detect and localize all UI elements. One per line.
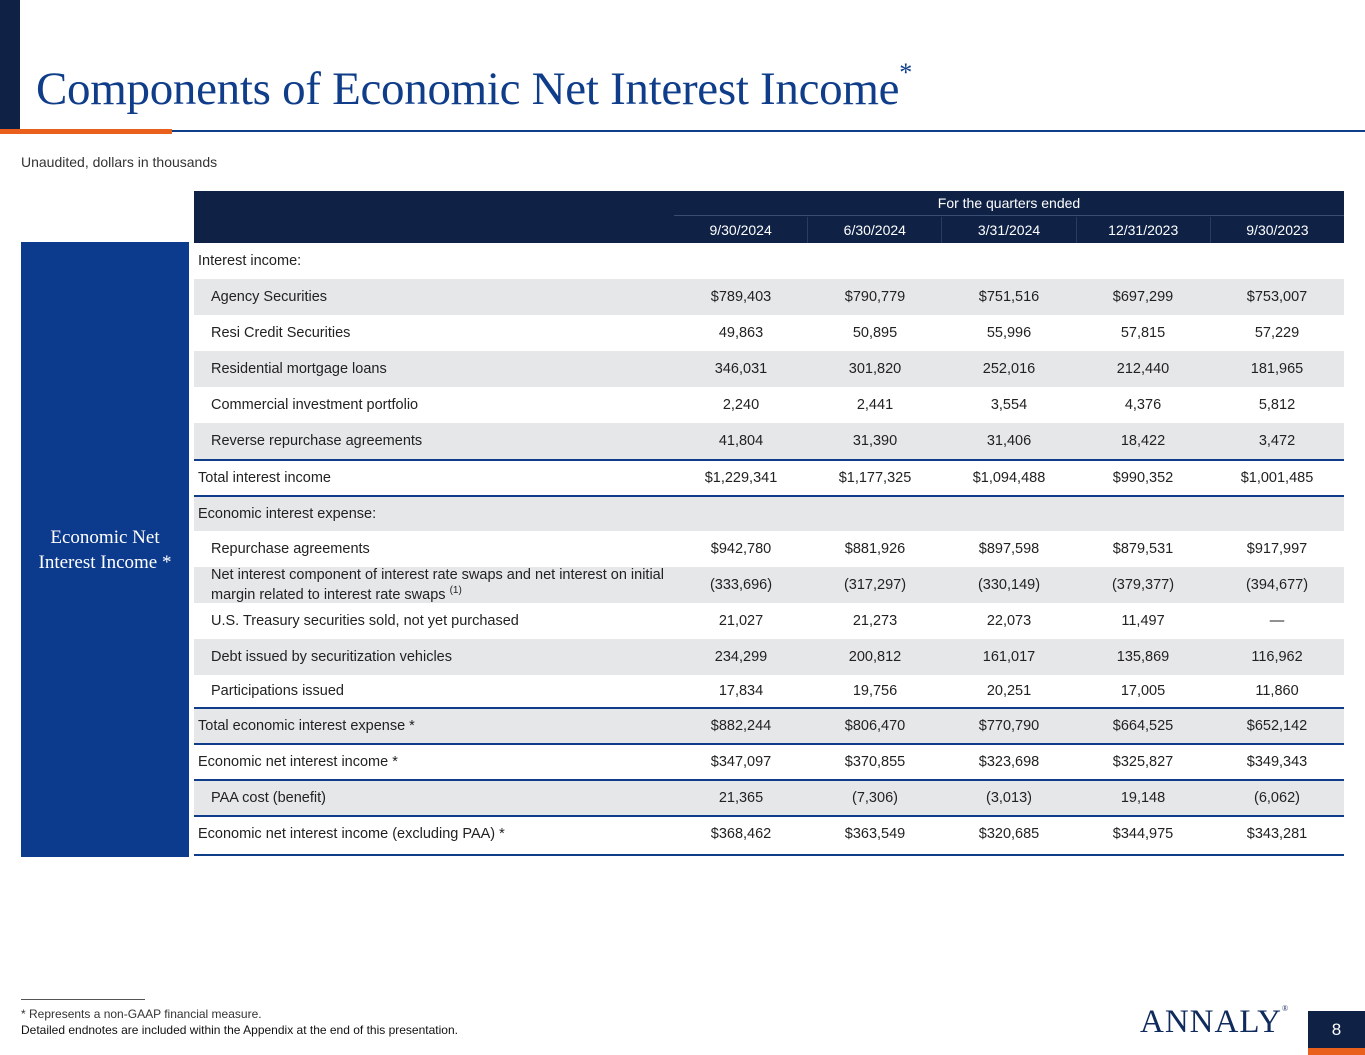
row-label: Participations issued (211, 682, 344, 699)
cell: (333,696) (709, 577, 773, 593)
cell: 2,240 (722, 397, 760, 413)
page-number: 8 (1331, 1020, 1342, 1039)
row-label: Residential mortgage loans (211, 360, 387, 377)
cell: 57,815 (1120, 325, 1166, 341)
row-label: Total interest income (198, 469, 331, 486)
corner-accent-bar (0, 0, 20, 131)
cell: $697,299 (1112, 289, 1174, 305)
table-row-interest-income-header (194, 243, 1344, 279)
cell: $881,926 (844, 541, 906, 557)
table-row (194, 423, 1344, 459)
cell: $325,827 (1112, 754, 1174, 770)
company-logo: ANNALY® (1140, 1004, 1290, 1040)
footnote-divider (21, 999, 145, 1000)
cell: 22,073 (986, 613, 1032, 629)
cell: 31,406 (986, 433, 1032, 449)
cell: $942,780 (710, 541, 772, 557)
cell: 161,017 (982, 649, 1036, 665)
footnote-non-gaap: * Represents a non-GAAP financial measure. (21, 1007, 262, 1021)
cell: $789,403 (710, 289, 772, 305)
cell: 234,299 (714, 649, 768, 665)
row-label: Economic net interest income * (198, 753, 398, 770)
row-label: Net interest component of interest rate swaps and net interest on initial margin related to interest rate swaps $^{(1)}$ (211, 566, 664, 603)
cell: 19,756 (852, 683, 898, 699)
cell: 49,863 (718, 325, 764, 341)
cell: 50,895 (852, 325, 898, 341)
table-header (194, 191, 1344, 243)
cell: 11,860 (1255, 683, 1299, 699)
period-header-divider (674, 215, 1344, 216)
cell: $882,244 (710, 718, 772, 734)
cell: 200,812 (848, 649, 902, 665)
table-row (194, 779, 1344, 815)
row-label: Reverse repurchase agreements (211, 432, 423, 449)
section-label: Economic Net Interest Income * (38, 526, 172, 573)
cell: 3,472 (1258, 433, 1296, 449)
cell: (7,306) (852, 790, 898, 806)
column-header: 6/30/2024 (807, 217, 941, 243)
cell: 346,031 (714, 361, 768, 377)
cell: 18,422 (1120, 433, 1166, 449)
table-row (194, 351, 1344, 387)
cell: $1,177,325 (838, 470, 912, 486)
table-row (194, 567, 1344, 603)
table-row-subtotal (194, 743, 1344, 779)
cell: $368,462 (710, 826, 772, 842)
table-row (194, 315, 1344, 351)
row-label: Economic interest expense: (198, 505, 377, 522)
cell: 135,869 (1116, 649, 1170, 665)
cell: 19,148 (1120, 790, 1166, 806)
footnote-ref: (1) (449, 584, 462, 596)
cell: $753,007 (1246, 289, 1308, 305)
footnote-endnotes: Detailed endnotes are included within the Appendix at the end of this presentation. (21, 1023, 458, 1037)
cell: 2,441 (856, 397, 894, 413)
cell: (394,677) (1245, 577, 1309, 593)
row-label: Resi Credit Securities (211, 324, 351, 341)
row-label: Economic net interest income (excluding PAA) * (198, 825, 505, 842)
cell: $363,549 (844, 826, 906, 842)
cell: 55,996 (986, 325, 1032, 341)
table-row (194, 279, 1344, 315)
cell: 4,376 (1124, 397, 1162, 413)
cell: $1,094,488 (972, 470, 1046, 486)
row-label: Repurchase agreements (211, 540, 370, 557)
cell: $1,001,485 (1240, 470, 1314, 486)
cell: $917,997 (1246, 541, 1308, 557)
cell: 301,820 (848, 361, 902, 377)
cell: (6,062) (1254, 790, 1300, 806)
cell: $344,975 (1112, 826, 1174, 842)
cell: 21,273 (852, 613, 898, 629)
section-label-panel (21, 242, 189, 857)
table-caption: Unaudited, dollars in thousands (21, 154, 218, 170)
cell: 17,005 (1120, 683, 1166, 699)
cell: $1,229,341 (704, 470, 778, 486)
row-label: PAA cost (benefit) (211, 789, 326, 806)
column-header: 9/30/2024 (709, 222, 772, 238)
page-number-accent (1308, 1048, 1365, 1055)
title-divider (0, 130, 1365, 132)
row-label: Commercial investment portfolio (211, 396, 419, 413)
cell: $343,281 (1246, 826, 1308, 842)
period-header: For the quarters ended (937, 195, 1081, 211)
table-bottom-divider (194, 854, 1344, 856)
table-row (194, 603, 1344, 639)
cell: 11,497 (1121, 613, 1165, 629)
cell: $897,598 (978, 541, 1040, 557)
page-title: Components of Economic Net Interest Income* (36, 58, 912, 115)
cell: 5,812 (1258, 397, 1296, 413)
cell: (379,377) (1111, 577, 1175, 593)
table-row (194, 387, 1344, 423)
cell: $990,352 (1112, 470, 1174, 486)
cell: 181,965 (1250, 361, 1304, 377)
table-row (194, 675, 1344, 707)
column-header: 3/31/2024 (941, 217, 1075, 243)
row-label: U.S. Treasury securities sold, not yet purchased (211, 612, 519, 629)
table-row-total (194, 459, 1344, 495)
table-row-expense-header (194, 495, 1344, 531)
cell: $652,142 (1246, 718, 1308, 734)
column-header-row (674, 217, 1344, 243)
cell: (317,297) (843, 577, 907, 593)
cell: 252,016 (982, 361, 1036, 377)
cell: $806,470 (844, 718, 906, 734)
table-body (194, 243, 1344, 851)
cell: 116,962 (1251, 649, 1303, 665)
cell: (330,149) (977, 577, 1041, 593)
title-accent-divider (0, 129, 172, 134)
cell: $349,343 (1246, 754, 1308, 770)
cell: 21,365 (718, 790, 764, 806)
cell: 57,229 (1254, 325, 1300, 341)
cell: 212,440 (1116, 361, 1170, 377)
cell: — (1269, 613, 1285, 629)
cell: 17,834 (718, 683, 764, 699)
cell: $790,779 (844, 289, 906, 305)
cell: $751,516 (978, 289, 1040, 305)
table-row-grand-total (194, 815, 1344, 851)
row-label: Interest income: (198, 252, 302, 269)
cell: $770,790 (978, 718, 1040, 734)
cell: 20,251 (986, 683, 1032, 699)
cell: 31,390 (852, 433, 898, 449)
row-label: Debt issued by securitization vehicles (211, 648, 452, 665)
cell: $347,097 (710, 754, 772, 770)
column-header: 12/31/2023 (1076, 217, 1210, 243)
cell: $323,698 (978, 754, 1040, 770)
cell: 21,027 (718, 613, 764, 629)
table-row-total (194, 707, 1344, 743)
cell: $320,685 (978, 826, 1040, 842)
table-row (194, 639, 1344, 675)
cell: 3,554 (990, 397, 1028, 413)
row-label: Total economic interest expense * (198, 717, 415, 734)
cell: (3,013) (986, 790, 1032, 806)
row-label: Agency Securities (211, 288, 328, 305)
cell: $664,525 (1112, 718, 1174, 734)
table-row (194, 531, 1344, 567)
cell: 41,804 (718, 433, 764, 449)
cell: $879,531 (1112, 541, 1174, 557)
cell: $370,855 (844, 754, 906, 770)
column-header: 9/30/2023 (1210, 217, 1344, 243)
